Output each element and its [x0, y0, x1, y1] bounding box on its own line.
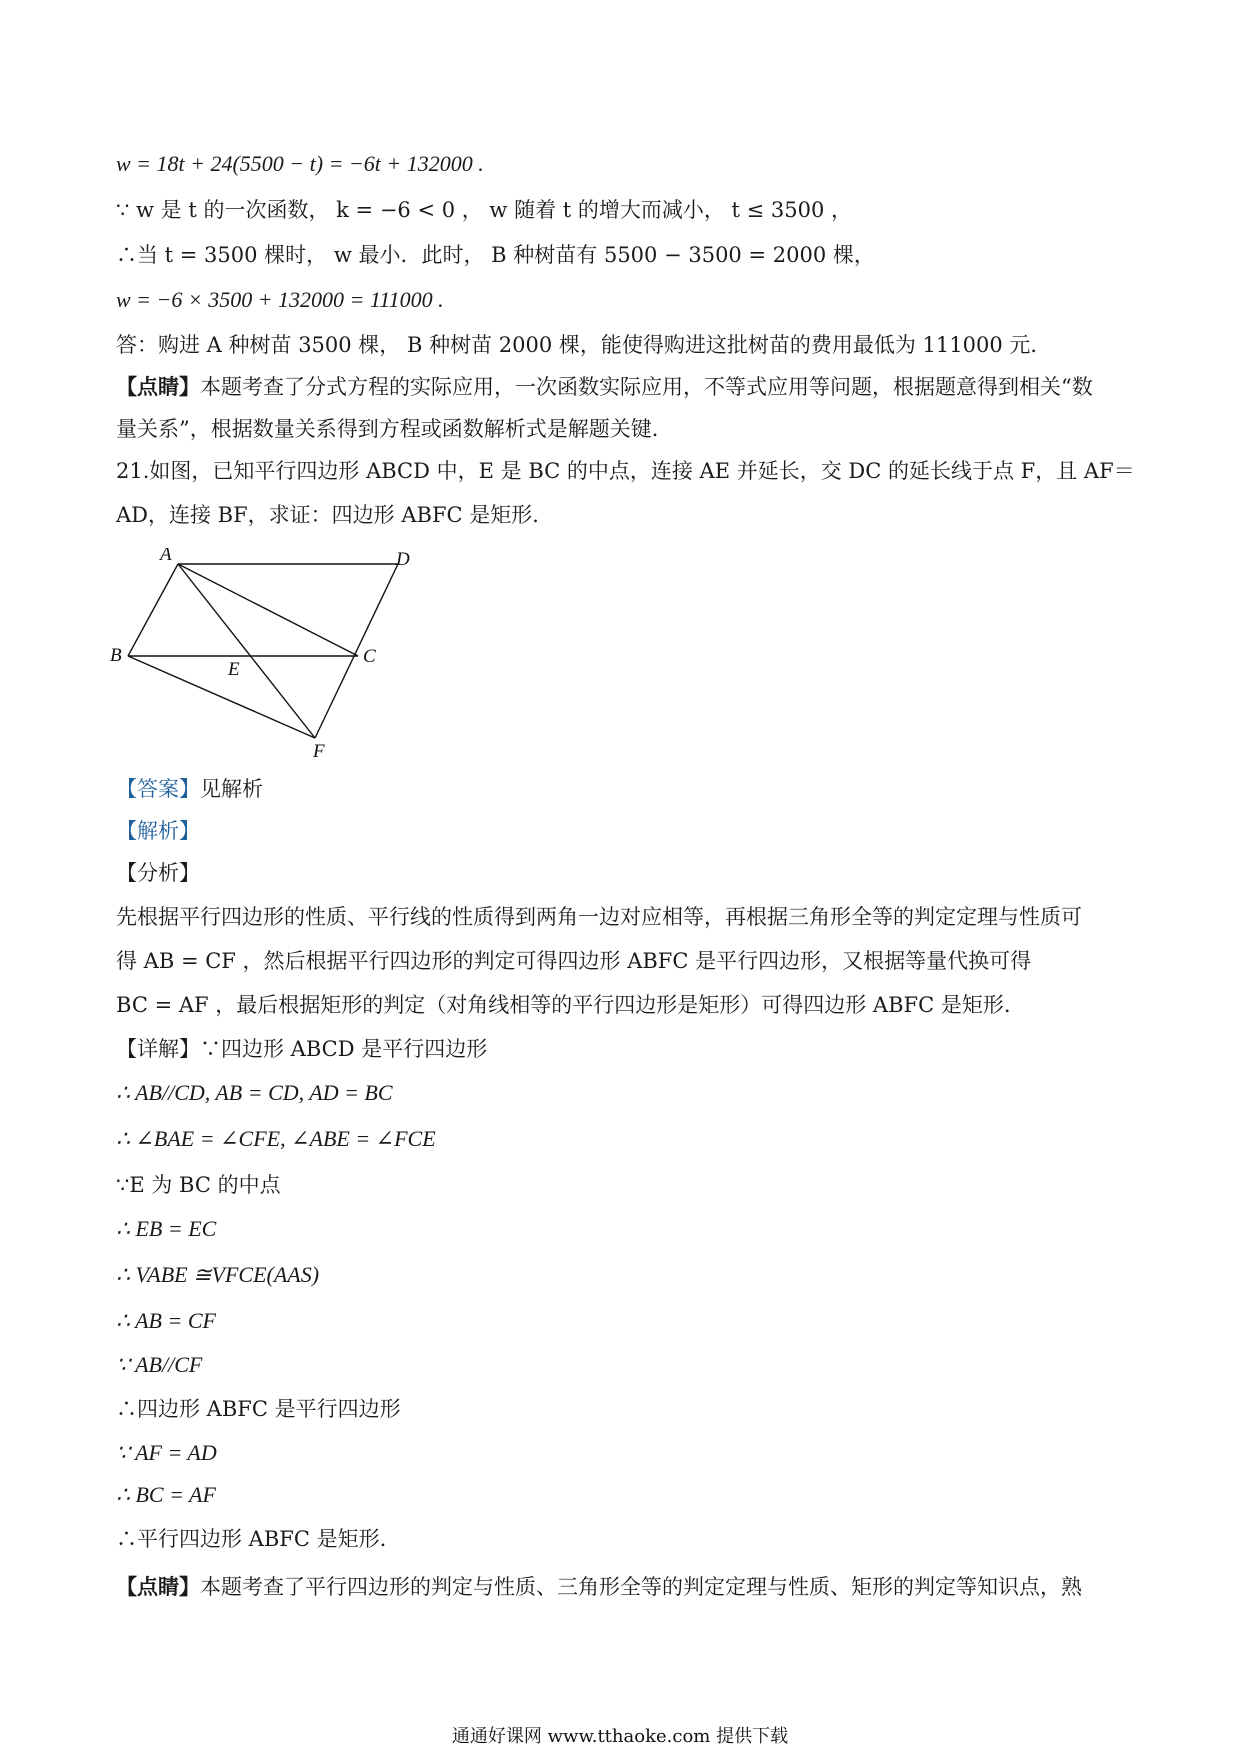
proof-step: ∴ EB = EC [116, 1216, 217, 1241]
proof-conclusion: ∴平行四边形 ABFC 是矩形. [116, 1527, 387, 1551]
dianjing-paragraph [116, 372, 1136, 402]
text-line: ∵ w 是 t 的一次函数， k = −6 < 0 ， w 随着 t 的增大而减小， t ≤ 3500 ， [116, 198, 853, 222]
label-B: B [110, 645, 122, 666]
answer-text: 见解析 [200, 777, 263, 801]
answer-paragraph [116, 774, 1136, 804]
proof-step: ∴ AB//CD, AB = CD, AD = BC [116, 1080, 393, 1105]
label-C: C [363, 646, 376, 667]
proof-step: ∴ BC = AF [116, 1482, 216, 1507]
proof-step: ∴四边形 ABFC 是平行四边形 [116, 1397, 401, 1421]
proof-step: ∴ ∠BAE = ∠CFE, ∠ABE = ∠FCE [116, 1126, 436, 1151]
segment-DF [315, 564, 398, 738]
segment-AB [128, 564, 178, 656]
answer-tag: 【答案】 [116, 777, 200, 801]
xiangjie-first-step: ∵四边形 ABCD 是平行四边形 [200, 1037, 488, 1061]
proof-step: ∵ AB//CF [116, 1352, 203, 1377]
dianjing-tag: 【点睛】 [116, 1574, 200, 1599]
page-footer: 通通好课网 www.tthaoke.com 提供下载 [451, 1726, 789, 1747]
proof-step: ∵E 为 BC 的中点 [116, 1173, 281, 1197]
question-21-cont: AD，连接 BF，求证：四边形 ABFC 是矩形． [116, 503, 554, 527]
equation-w: w = 18t + 24(5500 − t) = −6t + 132000 . [116, 151, 484, 176]
label-E: E [228, 659, 240, 680]
analysis-line: 先根据平行四边形的性质、平行线的性质得到两角一边对应相等，再根据三角形全等的判定定理与性质可 [116, 905, 1082, 929]
xiangjie-tag: 【详解】 [116, 1037, 200, 1061]
xiangjie-paragraph [116, 1034, 1136, 1064]
dianjing-text: 本题考查了平行四边形的判定与性质、三角形全等的判定定理与性质、矩形的判定等知识点，熟 [200, 1575, 1082, 1599]
proof-step: ∵ AF = AD [116, 1440, 217, 1465]
text-line: ∴当 t = 3500 棵时， w 最小．此时， B 种树苗有 5500 − 3500 = 2000 棵， [116, 243, 875, 267]
proof-step: ∴ AB = CF [116, 1308, 216, 1333]
dianjing-paragraph-2 [116, 1572, 1136, 1602]
proof-step: ∴ VABE ≅VFCE(AAS) [116, 1262, 320, 1287]
analysis-line: 得 AB = CF ，然后根据平行四边形的判定可得四边形 ABFC 是平行四边形，又根据等量代换可得 [116, 949, 1032, 973]
equation-w-min: w = −6 × 3500 + 132000 = 111000 . [116, 287, 444, 312]
jiexi-tag: 【解析】 [116, 819, 200, 843]
segment-AC [178, 564, 358, 656]
parallelogram-figure [110, 548, 430, 760]
segment-BF [128, 656, 315, 738]
dianjing-text: 本题考查了分式方程的实际应用，一次函数实际应用，不等式应用等问题，根据题意得到相关“数 [200, 375, 1093, 399]
dianjing-tag: 【点睛】 [116, 374, 200, 399]
analysis-line: BC = AF ，最后根据矩形的判定（对角线相等的平行四边形是矩形）可得四边形 ABFC 是矩形. [116, 993, 1011, 1017]
fenxi-tag: 【分析】 [116, 861, 200, 885]
label-F: F [313, 741, 325, 760]
answer-sentence: 答：购进 A 种树苗 3500 棵， B 种树苗 2000 棵，能使得购进这批树苗的费用最低为 111000 元． [116, 333, 1052, 357]
segment-AF [178, 564, 315, 738]
label-D: D [396, 549, 410, 570]
question-21: 21.如图，已知平行四边形 ABCD 中，E 是 BC 的中点，连接 AE 并延长，交 DC 的延长线于点 F，且 AF＝ [116, 459, 1135, 483]
text-line: 量关系”，根据数量关系得到方程或函数解析式是解题关键． [116, 417, 673, 441]
label-A: A [160, 548, 172, 565]
